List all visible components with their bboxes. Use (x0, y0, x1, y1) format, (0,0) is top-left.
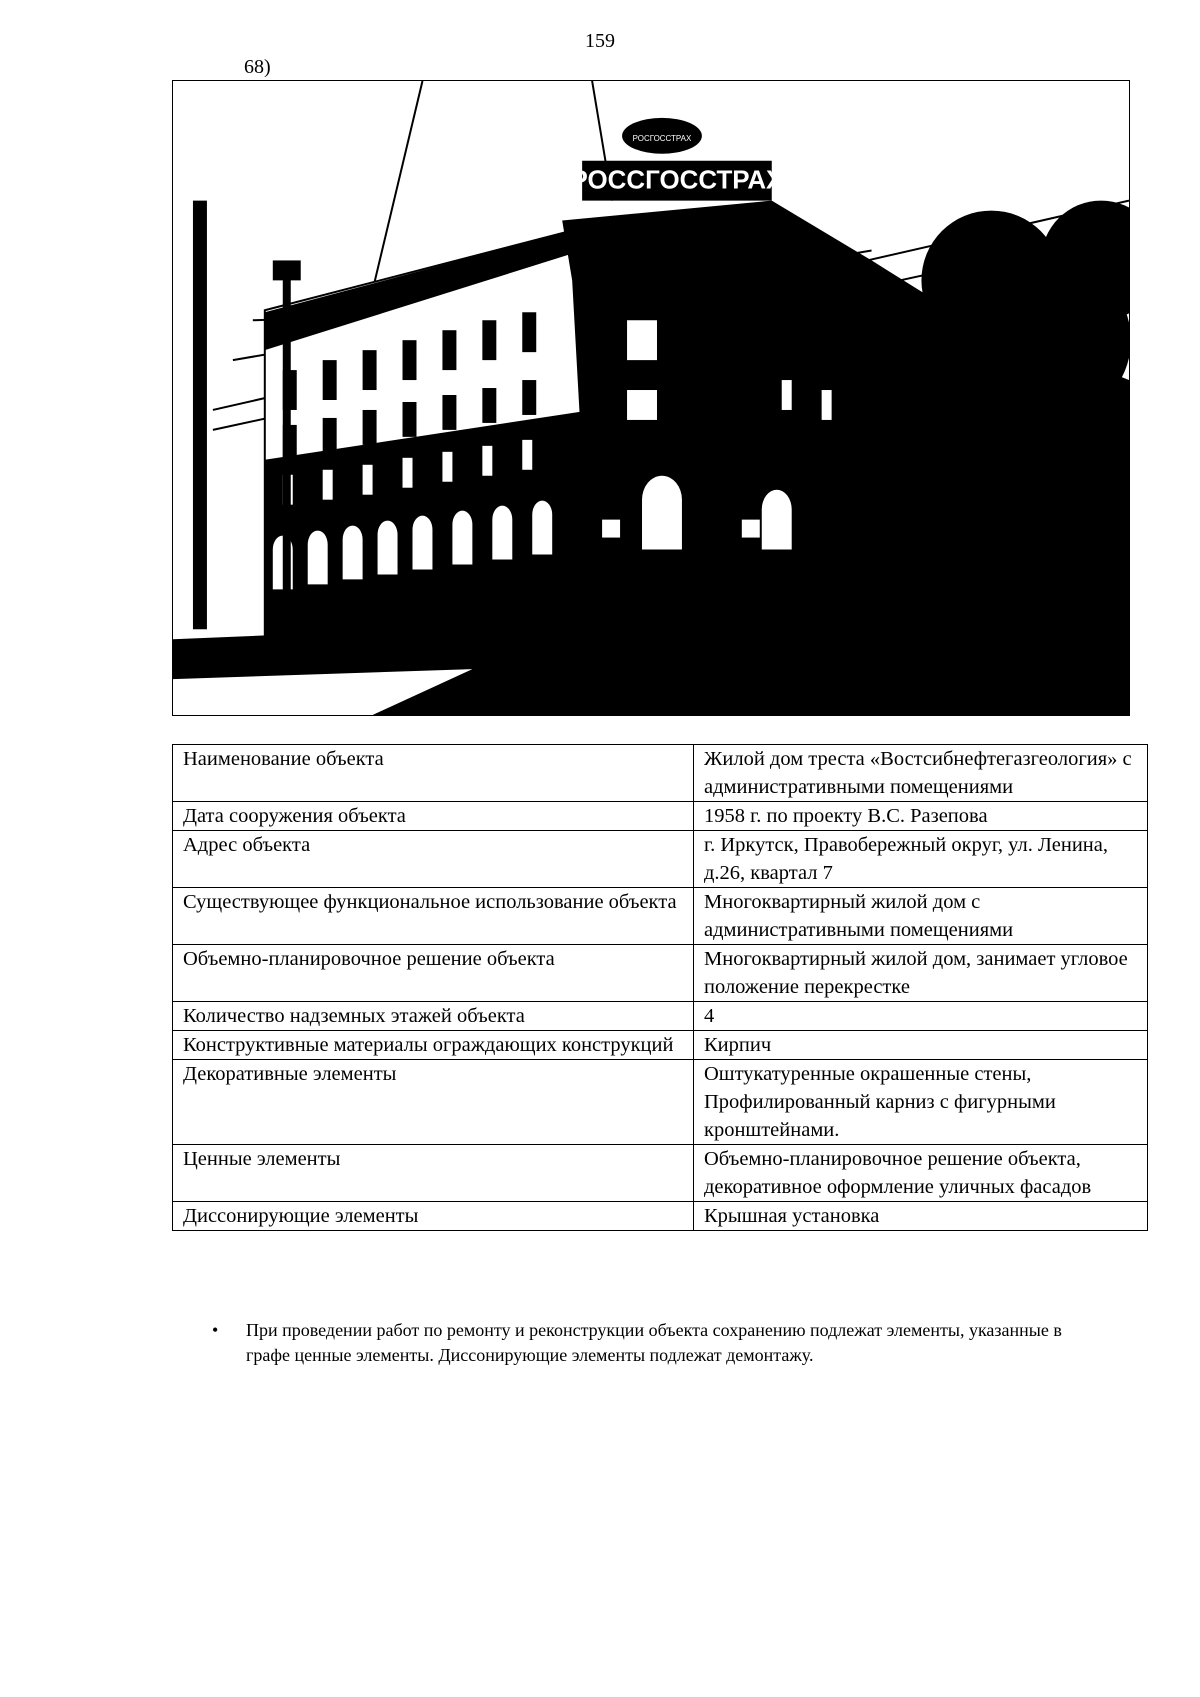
table-row (173, 888, 1148, 945)
building-photo (172, 80, 1130, 716)
bullet-icon: • (212, 1320, 219, 1340)
figure-number: 68) (244, 56, 271, 78)
preservation-note-text: При проведении работ по ремонту и реконструкции объекта сохранению подлежат элементы, указанные в графе ценные элементы. Диссонирующие элементы подлежат демонтажу. (246, 1320, 1062, 1365)
table-row (173, 1060, 1148, 1145)
table-row (173, 1031, 1148, 1060)
table-row (173, 1145, 1148, 1202)
row-label: Количество надземных этажей объекта (173, 1002, 694, 1031)
rooftop-sign-text: РОССГОССТРАХ (570, 166, 784, 195)
row-label: Конструктивные материалы ограждающих конструкций (173, 1031, 694, 1060)
row-value: г. Иркутск, Правобережный округ, ул. Ленина, д.26, квартал 7 (694, 831, 1148, 888)
lamp-head (273, 260, 301, 280)
row-label: Дата сооружения объекта (173, 802, 694, 831)
row-label: Адрес объекта (173, 831, 694, 888)
lamp-post (283, 270, 291, 629)
row-value: 1958 г. по проекту В.С. Разепова (694, 802, 1148, 831)
utility-pole (193, 201, 207, 630)
row-label: Декоративные элементы (173, 1060, 694, 1145)
row-label: Диссонирующие элементы (173, 1202, 694, 1231)
row-value: Многоквартирный жилой дом с административными помещениями (694, 888, 1148, 945)
table-row (173, 745, 1148, 802)
table-row (173, 945, 1148, 1002)
row-label: Ценные элементы (173, 1145, 694, 1202)
row-label: Объемно-планировочное решение объекта (173, 945, 694, 1002)
row-value: Крышная установка (694, 1202, 1148, 1231)
table-row (173, 831, 1148, 888)
table-row (173, 1202, 1148, 1231)
row-value: Объемно-планировочное решение объекта, декоративное оформление уличных фасадов (694, 1145, 1148, 1202)
row-label: Наименование объекта (173, 745, 694, 802)
row-value: Оштукатуренные окрашенные стены, Профилированный карниз с фигурными кронштейнами. (694, 1060, 1148, 1145)
page-number: 159 (585, 30, 615, 52)
row-label: Существующее функциональное использование объекта (173, 888, 694, 945)
row-value: Жилой дом треста «Востсибнефтегазгеология» с административными помещениями (694, 745, 1148, 802)
rooftop-emblem-text: РОСГОССТРАХ (632, 133, 692, 143)
row-value: 4 (694, 1002, 1148, 1031)
preservation-note (206, 1318, 1106, 1368)
object-info-table (172, 744, 1148, 1231)
building-photo-illustration (173, 81, 1129, 715)
row-value: Кирпич (694, 1031, 1148, 1060)
table-row (173, 802, 1148, 831)
table-row (173, 1002, 1148, 1031)
row-value: Многоквартирный жилой дом, занимает угловое положение перекрестке (694, 945, 1148, 1002)
